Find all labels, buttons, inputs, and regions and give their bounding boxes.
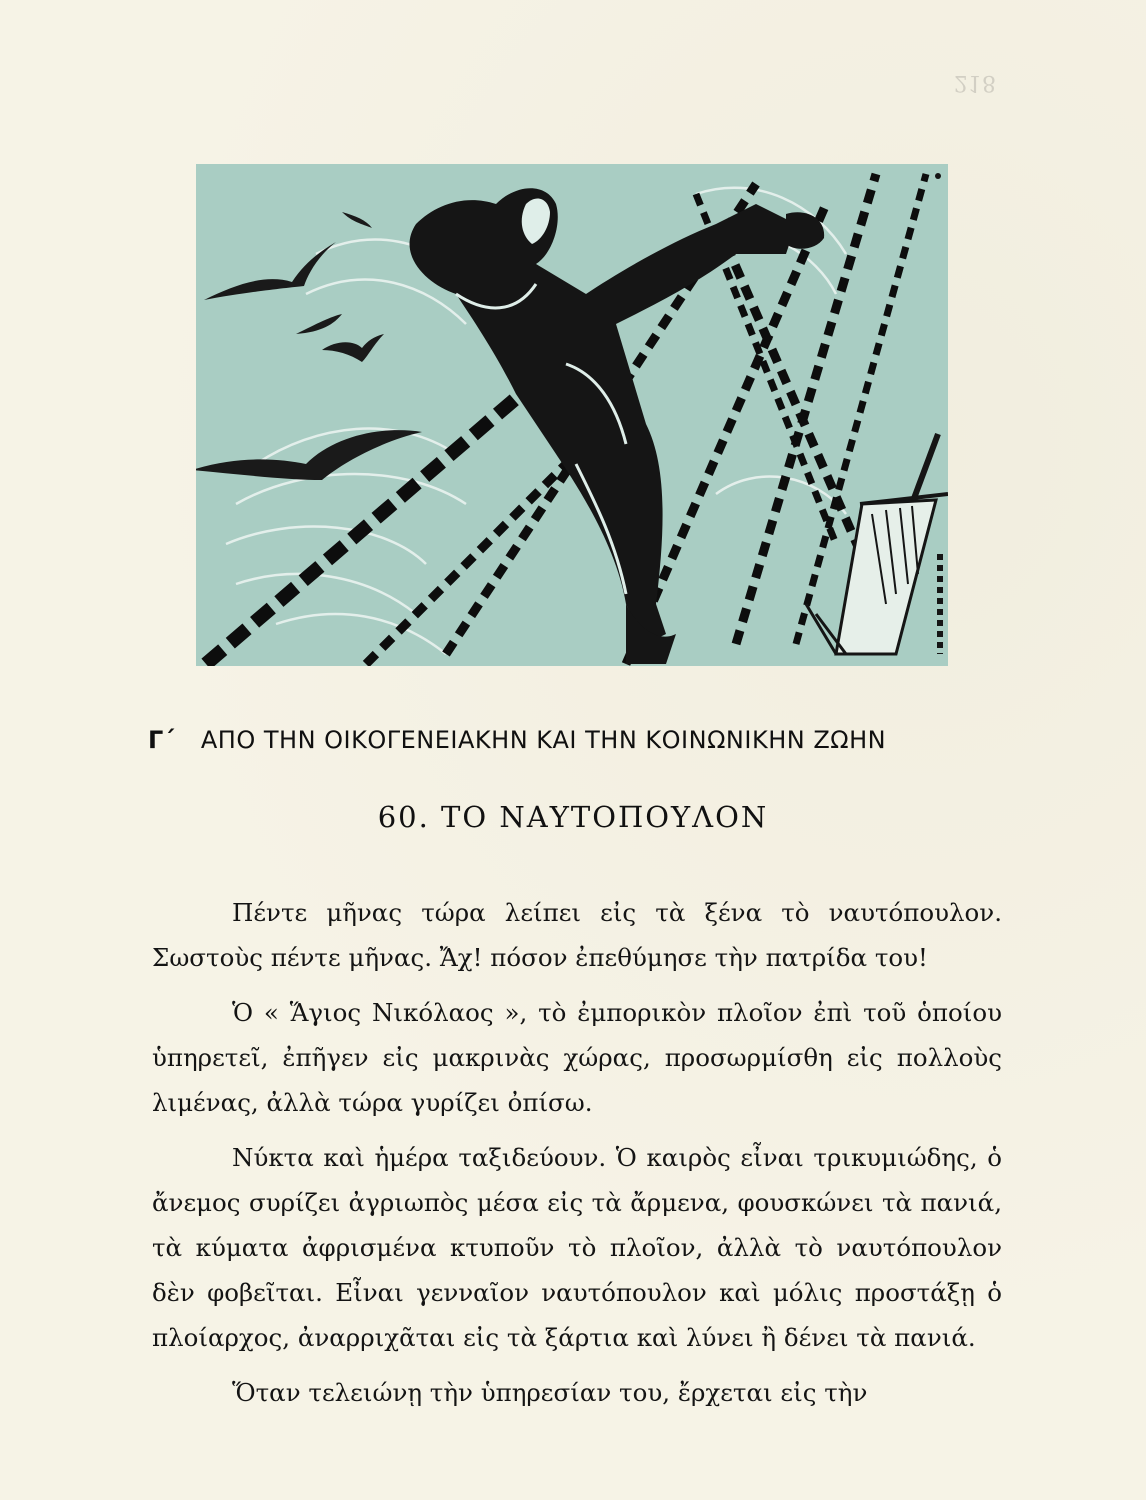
bleed-through-page-number: 218 (954, 70, 996, 95)
sailor-on-rigging-illustration (196, 164, 948, 666)
paragraph-4: Ὅταν τελειώνῃ τὴν ὑπηρεσίαν του, ἔρχεται εἰς τὴν (232, 1378, 868, 1407)
paragraph-3: Νύκτα καὶ ἡμέρα ταξιδεύουν. Ὁ καιρὸς εἶναι τρικυμιώδης, ὁ ἄνεμος συρίζει ἀγριωπὸς μέσα εἰς τὰ ἄρμενα, φουσκώνει τὰ πανιά, τὰ κύματα ἀφρισμένα κτυποῦν τὸ πλοῖον, ἀλλὰ τὸ ναυτόπουλον δὲν φοβεῖται. Εἶναι γενναῖον ναυτόπουλον καὶ μόλις προστάξῃ ὁ πλοίαρχος, ἀναρριχᾶται εἰς τὰ ξάρτια καὶ λύνει ἢ δένει τὰ πανιά. (152, 1143, 1002, 1352)
body-text (152, 890, 1002, 1425)
section-heading-text: ΑΠΟ ΤΗΝ ΟΙΚΟΓΕΝΕΙΑΚΗΝ ΚΑΙ ΤΗΝ ΚΟΙΝΩΝΙΚΗΝ ΖΩΗΝ (200, 726, 887, 754)
section-heading (148, 726, 1008, 754)
corner-mark (935, 173, 941, 179)
chapter-title: 60. ΤΟ ΝΑΥΤΟΠΟΥΛΟΝ (377, 800, 769, 834)
paragraph-1: Πέντε μῆνας τώρα λείπει εἰς τὰ ξένα τὸ ναυτόπουλον. Σωστοὺς πέντε μῆνας. Ἄχ! πόσον ἐπεθύμησε τὴν πατρίδα του! (152, 898, 1002, 972)
section-letter: Γ΄ (148, 726, 175, 754)
paragraph-2: Ὁ « Ἅγιος Νικόλαος », τὸ ἐμπορικὸν πλοῖον ἐπὶ τοῦ ὁποίου ὑπηρετεῖ, ἐπῆγεν εἰς μακρινὰς χώρας, προσωρμίσθη εἰς πολλοὺς λιμένας, ἀλλὰ τώρα γυρίζει ὀπίσω. (152, 998, 1002, 1117)
chapter-illustration (196, 164, 948, 666)
